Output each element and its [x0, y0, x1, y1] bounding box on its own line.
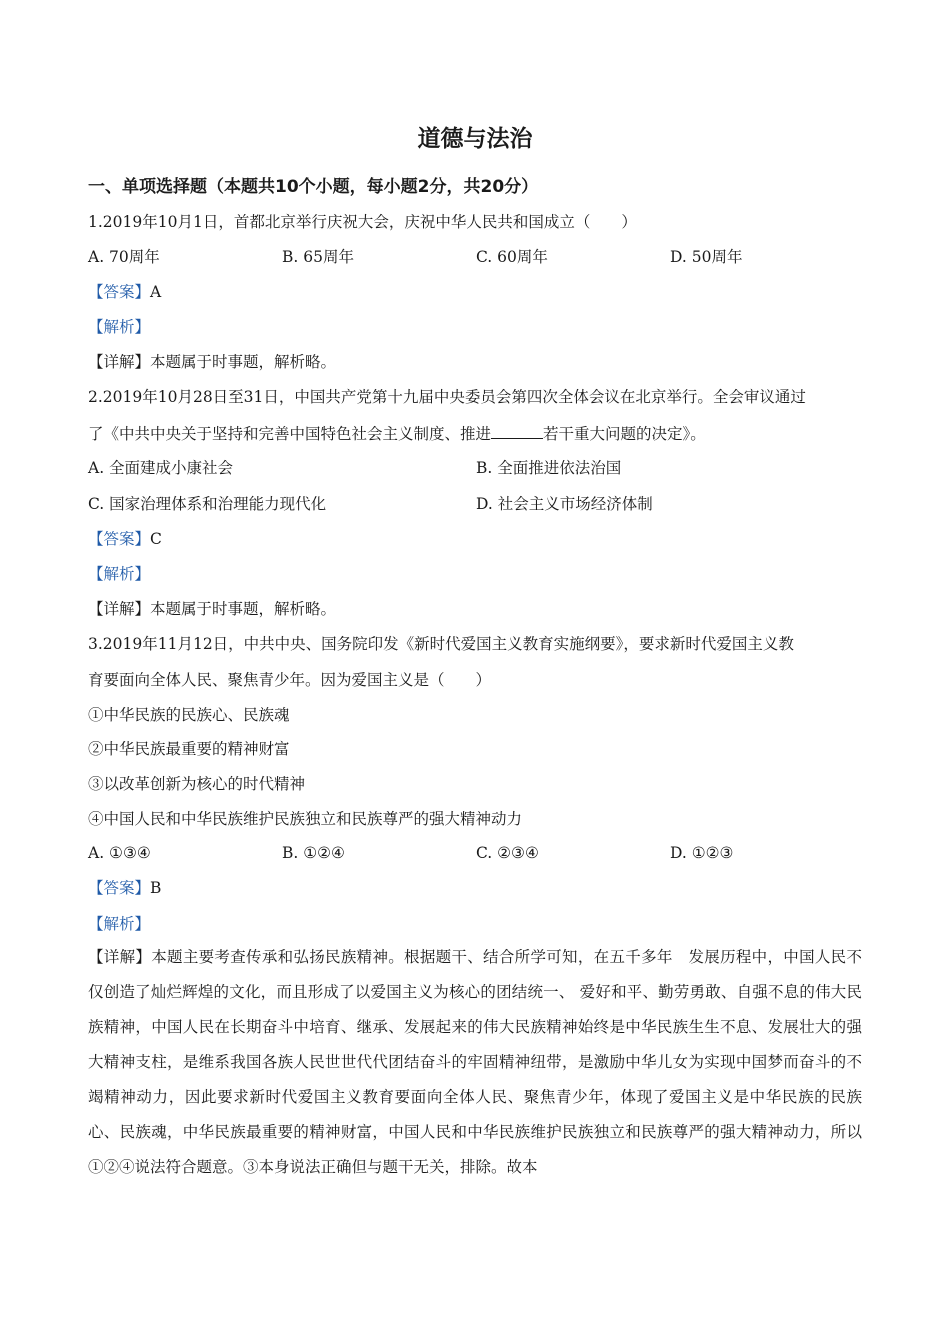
q3-analysis — [88, 913, 150, 935]
analysis-label: 【解析】 — [88, 565, 151, 583]
fill-blank — [491, 424, 543, 439]
q1-option-d: D. 50周年 — [670, 248, 743, 266]
q1-detail — [88, 351, 336, 373]
q1-stem: 1.2019年10月1日，首都北京举行庆祝大会，庆祝中华人民共和国成立（ ） — [88, 213, 637, 231]
q3-option-d: D. ①②③ — [670, 844, 734, 862]
page-title: 道德与法治 — [417, 126, 533, 152]
q2-answer — [88, 528, 162, 550]
q2-option-d: D. 社会主义市场经济体制 — [476, 495, 653, 513]
q2-stem-line1: 2.2019年10月28日至31日，中国共产党第十九届中央委员会第四次全体会议在北京举行。全会审议通过 — [88, 388, 806, 406]
q3-option-a: A. ①③④ — [88, 844, 151, 862]
q2-option-a: A. 全面建成小康社会 — [88, 459, 234, 477]
q3-answer-value: B — [150, 879, 162, 897]
answer-label: 【答案】 — [88, 879, 151, 897]
detail-label: 【详解】 — [88, 353, 151, 371]
q3-stem-line1: 3.2019年11月12日，中共中央、国务院印发《新时代爱国主义教育实施纲要》，要求新时代爱国主义教 — [88, 635, 794, 653]
q3-option-c: C. ②③④ — [476, 844, 539, 862]
q3-stem-line2: 育要面向全体人民、聚焦青少年。因为爱国主义是（ ） — [88, 671, 492, 689]
analysis-label: 【解析】 — [88, 318, 151, 336]
q2-stem-line2 — [88, 423, 706, 445]
q3-detail-text: 本题主要考查传承和弘扬民族精神。根据题干、结合所学可知，在五千多年 发展历程中，中国人民不仅创造了灿烂辉煌的文化，而且形成了以爱国主义为核心的团结统一、 爱好和平、勤劳勇敢、自强不息的伟大民族精神，中国人民在长期奋斗中培育、继承、发展起来的伟大民族精神始终是中华民族生生不息、发展壮大的强大精神支柱，是维系我国各族人民世世代代团结奋斗的牢固精神纽带，是激励中华儿女为实现中国梦而奋斗的不竭精神动力，因此要求新时代爱国主义教育要面向全体人民、聚焦青少年，体现了爱国主义是中华民族的民族心、民族魂，中华民族最重要的精神财富，中国人民和中华民族维护民族独立和民族尊严的强大精神动力，所以①②④说法符合题意。③本身说法正确但与题干无关，排除。故本 — [88, 948, 862, 1176]
answer-label: 【答案】 — [88, 530, 151, 548]
q2-stem-part1: 了《中共中央关于坚持和完善中国特色社会主义制度、推进 — [88, 425, 492, 443]
q1-answer-value: A — [150, 283, 162, 301]
q3-item-4: ④中国人民和中华民族维护民族独立和民族尊严的强大精神动力 — [88, 810, 523, 828]
q2-stem-part2: 若干重大问题的决定》。 — [543, 425, 706, 443]
q1-option-b: B. 65周年 — [282, 248, 354, 266]
q2-analysis — [88, 563, 150, 585]
answer-label: 【答案】 — [88, 283, 151, 301]
q1-detail-text: 本题属于时事题，解析略。 — [150, 353, 337, 371]
q2-answer-value: C — [150, 530, 162, 548]
q1-option-a: A. 70周年 — [88, 248, 160, 266]
q3-item-3: ③以改革创新为核心的时代精神 — [88, 775, 306, 793]
q1-answer — [88, 281, 161, 303]
detail-label: 【详解】 — [88, 948, 152, 966]
q1-analysis — [88, 316, 150, 338]
q3-answer — [88, 877, 161, 899]
q2-detail — [88, 598, 336, 620]
q3-item-1: ①中华民族的民族心、民族魂 — [88, 706, 290, 724]
q3-option-b: B. ①②④ — [282, 844, 345, 862]
q1-option-c: C. 60周年 — [476, 248, 548, 266]
detail-label: 【详解】 — [88, 600, 151, 618]
q2-option-c: C. 国家治理体系和治理能力现代化 — [88, 495, 327, 513]
q2-detail-text: 本题属于时事题，解析略。 — [150, 600, 337, 618]
section-heading: 一、单项选择题（本题共10个小题，每小题2分，共20分） — [88, 177, 539, 197]
q3-item-2: ②中华民族最重要的精神财富 — [88, 740, 290, 758]
analysis-label: 【解析】 — [88, 915, 151, 933]
q3-detail — [88, 940, 862, 1185]
q2-option-b: B. 全面推进依法治国 — [476, 459, 622, 477]
